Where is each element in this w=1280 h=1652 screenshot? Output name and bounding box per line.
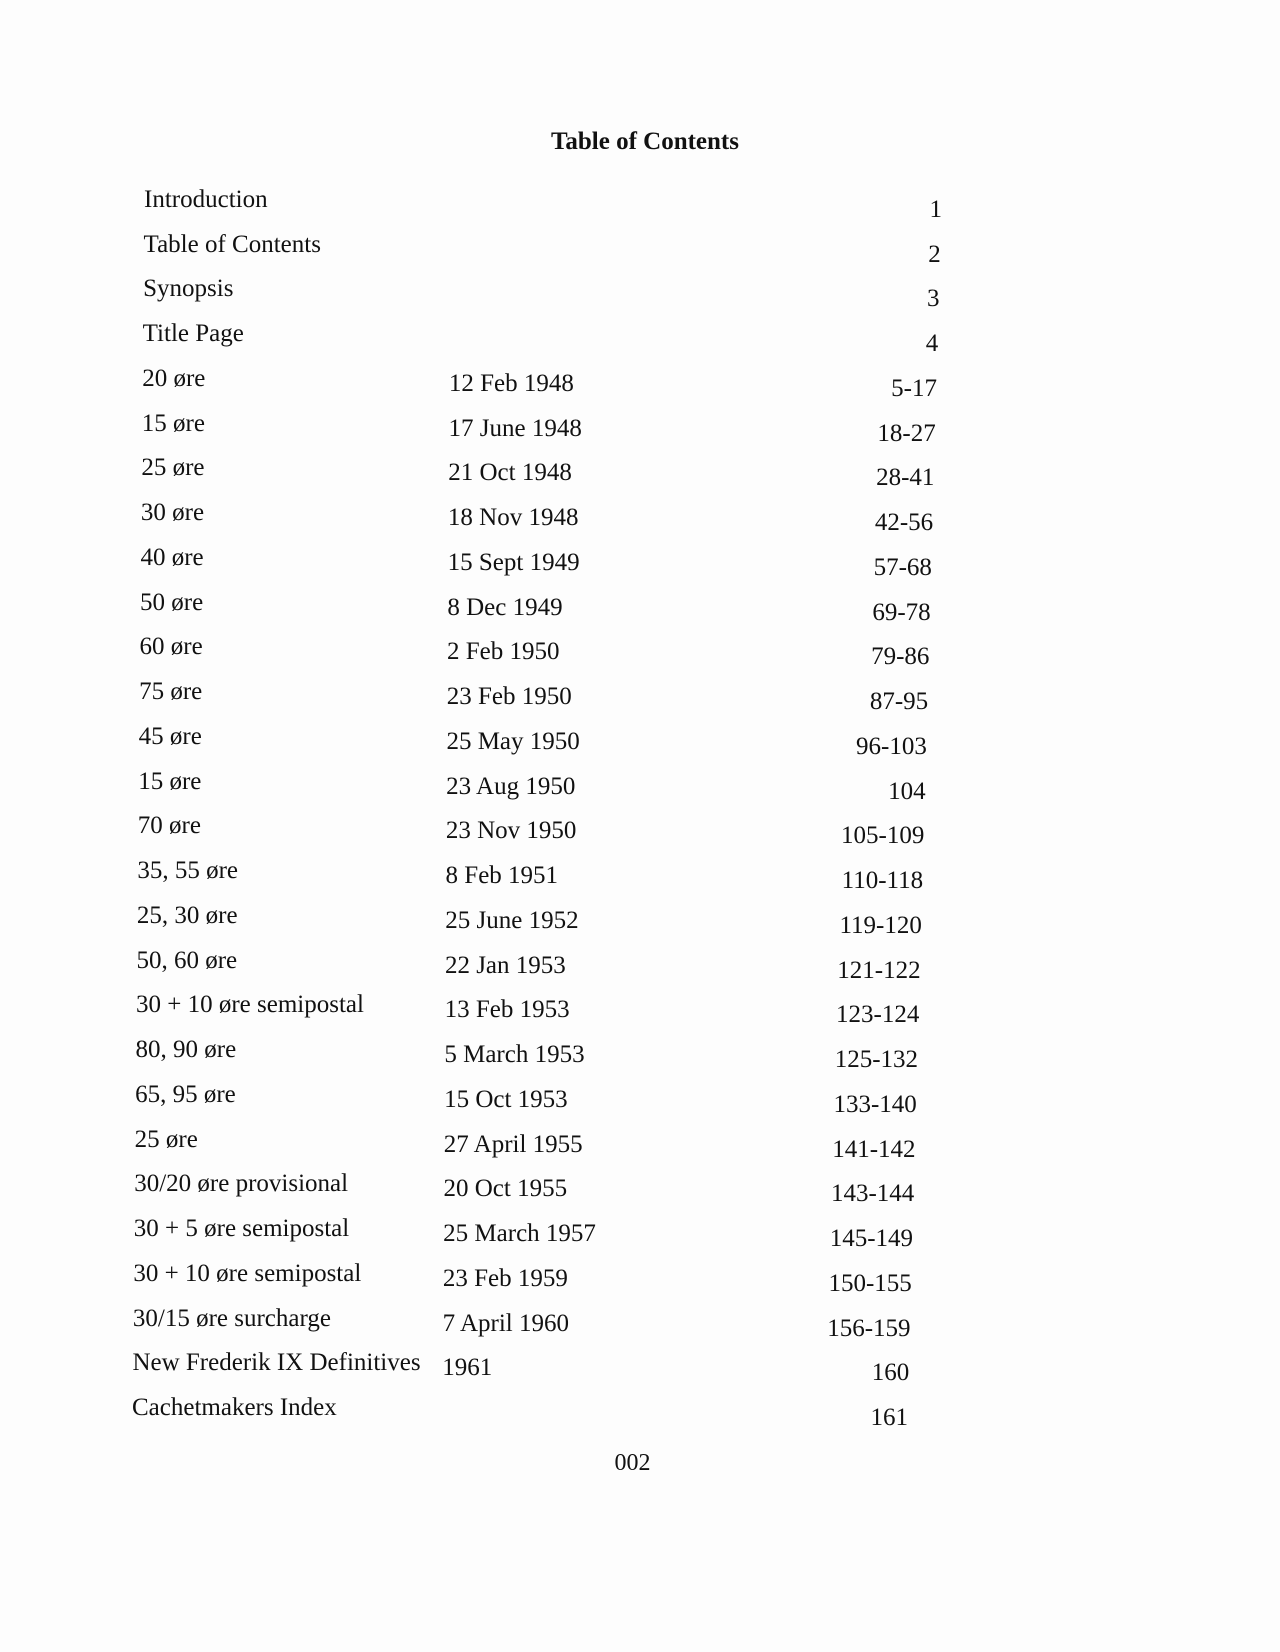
toc-row	[0, 1393, 1280, 1431]
toc-entry-label: Table of Contents	[143, 230, 321, 258]
toc-row	[0, 409, 1280, 447]
toc-entry-label: 70 øre	[137, 812, 201, 840]
toc-row	[0, 364, 1280, 402]
toc-entry-label: Synopsis	[143, 275, 234, 303]
toc-entry-label: 15 øre	[141, 409, 205, 437]
toc-entry-pages: 18-27	[877, 419, 936, 447]
toc-entry-date: 25 March 1957	[443, 1220, 596, 1248]
toc-row	[0, 319, 1280, 358]
toc-entry-date: 8 Dec 1949	[447, 593, 563, 621]
toc-entry-pages: 79-86	[871, 643, 930, 671]
toc-row	[0, 901, 1280, 939]
toc-entry-pages: 143-144	[830, 1180, 915, 1208]
page-number: 002	[614, 1450, 651, 1476]
toc-entry-date: 2 Feb 1950	[447, 638, 560, 666]
toc-entry-label: 20 øre	[142, 364, 206, 392]
toc-entry-label: 30 + 5 øre semipostal	[133, 1215, 350, 1243]
toc-entry-date: 13 Feb 1953	[444, 996, 570, 1024]
toc-entry-label: 75 øre	[139, 678, 203, 706]
toc-entry-pages: 2	[928, 240, 941, 268]
toc-entry-label: 50, 60 øre	[136, 946, 238, 974]
toc-entry-label: 35, 55 øre	[137, 857, 238, 885]
toc-entry-label: 25, 30 øre	[136, 901, 238, 929]
toc-row	[0, 946, 1280, 984]
toc-row	[0, 811, 1280, 850]
toc-row	[0, 767, 1280, 805]
toc-entry-date: 15 Oct 1953	[444, 1085, 568, 1113]
toc-row	[0, 856, 1280, 895]
toc-entry-pages: 150-155	[828, 1269, 912, 1297]
toc-entry-pages: 156-159	[827, 1314, 911, 1342]
toc-entry-date: 22 Jan 1953	[444, 951, 566, 979]
toc-row	[0, 185, 1280, 223]
toc-entry-pages: 69-78	[872, 598, 931, 626]
toc-entry-date: 8 Feb 1951	[445, 862, 559, 890]
toc-entry-date: 12 Feb 1948	[448, 369, 574, 397]
toc-entry-label: 30/15 øre surcharge	[132, 1304, 331, 1332]
toc-entry-pages: 57-68	[873, 553, 932, 581]
toc-entry-date: 21 Oct 1948	[448, 459, 572, 487]
toc-entry-date: 20 Oct 1955	[443, 1175, 568, 1203]
toc-entry-date: 25 June 1952	[445, 906, 579, 934]
toc-row	[0, 990, 1280, 1029]
toc-entry-label: Cachetmakers Index	[132, 1394, 337, 1421]
toc-row	[0, 1214, 1280, 1253]
toc-entry-date: 15 Sept 1949	[447, 548, 580, 576]
toc-entry-label: 25 øre	[141, 454, 205, 482]
toc-entry-date: 25 May 1950	[446, 727, 580, 755]
toc-entry-pages: 123-124	[836, 1001, 920, 1029]
toc-entry-pages: 121-122	[837, 956, 921, 984]
toc-row	[0, 588, 1280, 626]
toc-entry-pages: 104	[888, 777, 926, 805]
toc-entry-label: 65, 95 øre	[135, 1080, 236, 1108]
toc-entry-pages: 105-109	[841, 822, 925, 850]
toc-entry-label: 15 øre	[138, 767, 202, 795]
toc-entry-label: 50 øre	[140, 588, 204, 616]
toc-entry-label: Title Page	[142, 320, 244, 348]
toc-row	[0, 722, 1280, 760]
toc-entry-date: 23 Feb 1950	[446, 683, 572, 711]
toc-entry-pages: 28-41	[876, 464, 935, 492]
toc-entry-label: 45 øre	[138, 722, 202, 750]
toc-entry-pages: 110-118	[841, 867, 924, 895]
toc-entry-label: 30 + 10 øre semipostal	[136, 991, 364, 1019]
toc-entry-date: 23 Aug 1950	[446, 772, 576, 800]
toc-entry-label: New Frederik IX Definitives	[132, 1349, 421, 1377]
toc-row	[0, 1125, 1280, 1163]
toc-entry-label: 25 øre	[134, 1125, 198, 1153]
toc-entry-pages: 1	[929, 196, 942, 223]
toc-entry-date: 17 June 1948	[448, 414, 582, 442]
toc-entry-pages: 125-132	[834, 1046, 919, 1074]
toc-entry-date: 23 Feb 1959	[442, 1264, 568, 1292]
page-title: Table of Contents	[551, 128, 739, 155]
toc-entry-pages: 96-103	[856, 732, 927, 760]
toc-entry-pages: 141-142	[832, 1135, 916, 1163]
toc-entry-pages: 4	[925, 330, 939, 358]
toc-row	[0, 1169, 1280, 1208]
toc-row	[0, 1259, 1280, 1297]
toc-entry-label: Introduction	[144, 186, 268, 213]
toc-entry-date: 7 April 1960	[442, 1309, 569, 1337]
toc-entry-date: 1961	[442, 1354, 493, 1382]
toc-row	[0, 1304, 1280, 1342]
toc-entry-pages: 160	[871, 1359, 910, 1387]
toc-row	[0, 498, 1280, 537]
toc-row	[0, 543, 1280, 581]
toc-row	[0, 677, 1280, 716]
toc-entry-label: 30 + 10 øre semipostal	[133, 1259, 362, 1287]
toc-entry-date: 23 Nov 1950	[445, 817, 577, 845]
toc-entry-pages: 42-56	[874, 509, 934, 537]
toc-row	[0, 230, 1280, 268]
toc-entry-pages: 161	[870, 1404, 908, 1431]
toc-entry-pages: 5-17	[891, 374, 937, 402]
toc-entry-label: 30 øre	[140, 499, 205, 527]
toc-row	[0, 1348, 1280, 1387]
toc-entry-pages: 145-149	[829, 1225, 914, 1253]
toc-entry-label: 40 øre	[140, 543, 204, 571]
toc-entry-label: 60 øre	[139, 633, 203, 661]
toc-row	[0, 453, 1280, 492]
toc-row	[0, 1035, 1280, 1074]
toc-entry-date: 27 April 1955	[443, 1130, 583, 1158]
toc-row	[0, 1080, 1280, 1118]
toc-entry-date: 5 March 1953	[444, 1041, 585, 1069]
toc-entry-pages: 87-95	[869, 688, 929, 716]
toc-entry-pages: 119-120	[839, 911, 922, 939]
toc-row	[0, 274, 1280, 313]
toc-entry-date: 18 Nov 1948	[447, 504, 579, 532]
toc-row	[0, 632, 1280, 671]
toc-entry-pages: 133-140	[833, 1090, 917, 1118]
toc-entry-label: 30/20 øre provisional	[134, 1170, 349, 1198]
toc-entry-label: 80, 90 øre	[135, 1036, 237, 1064]
toc-entry-pages: 3	[926, 285, 940, 313]
